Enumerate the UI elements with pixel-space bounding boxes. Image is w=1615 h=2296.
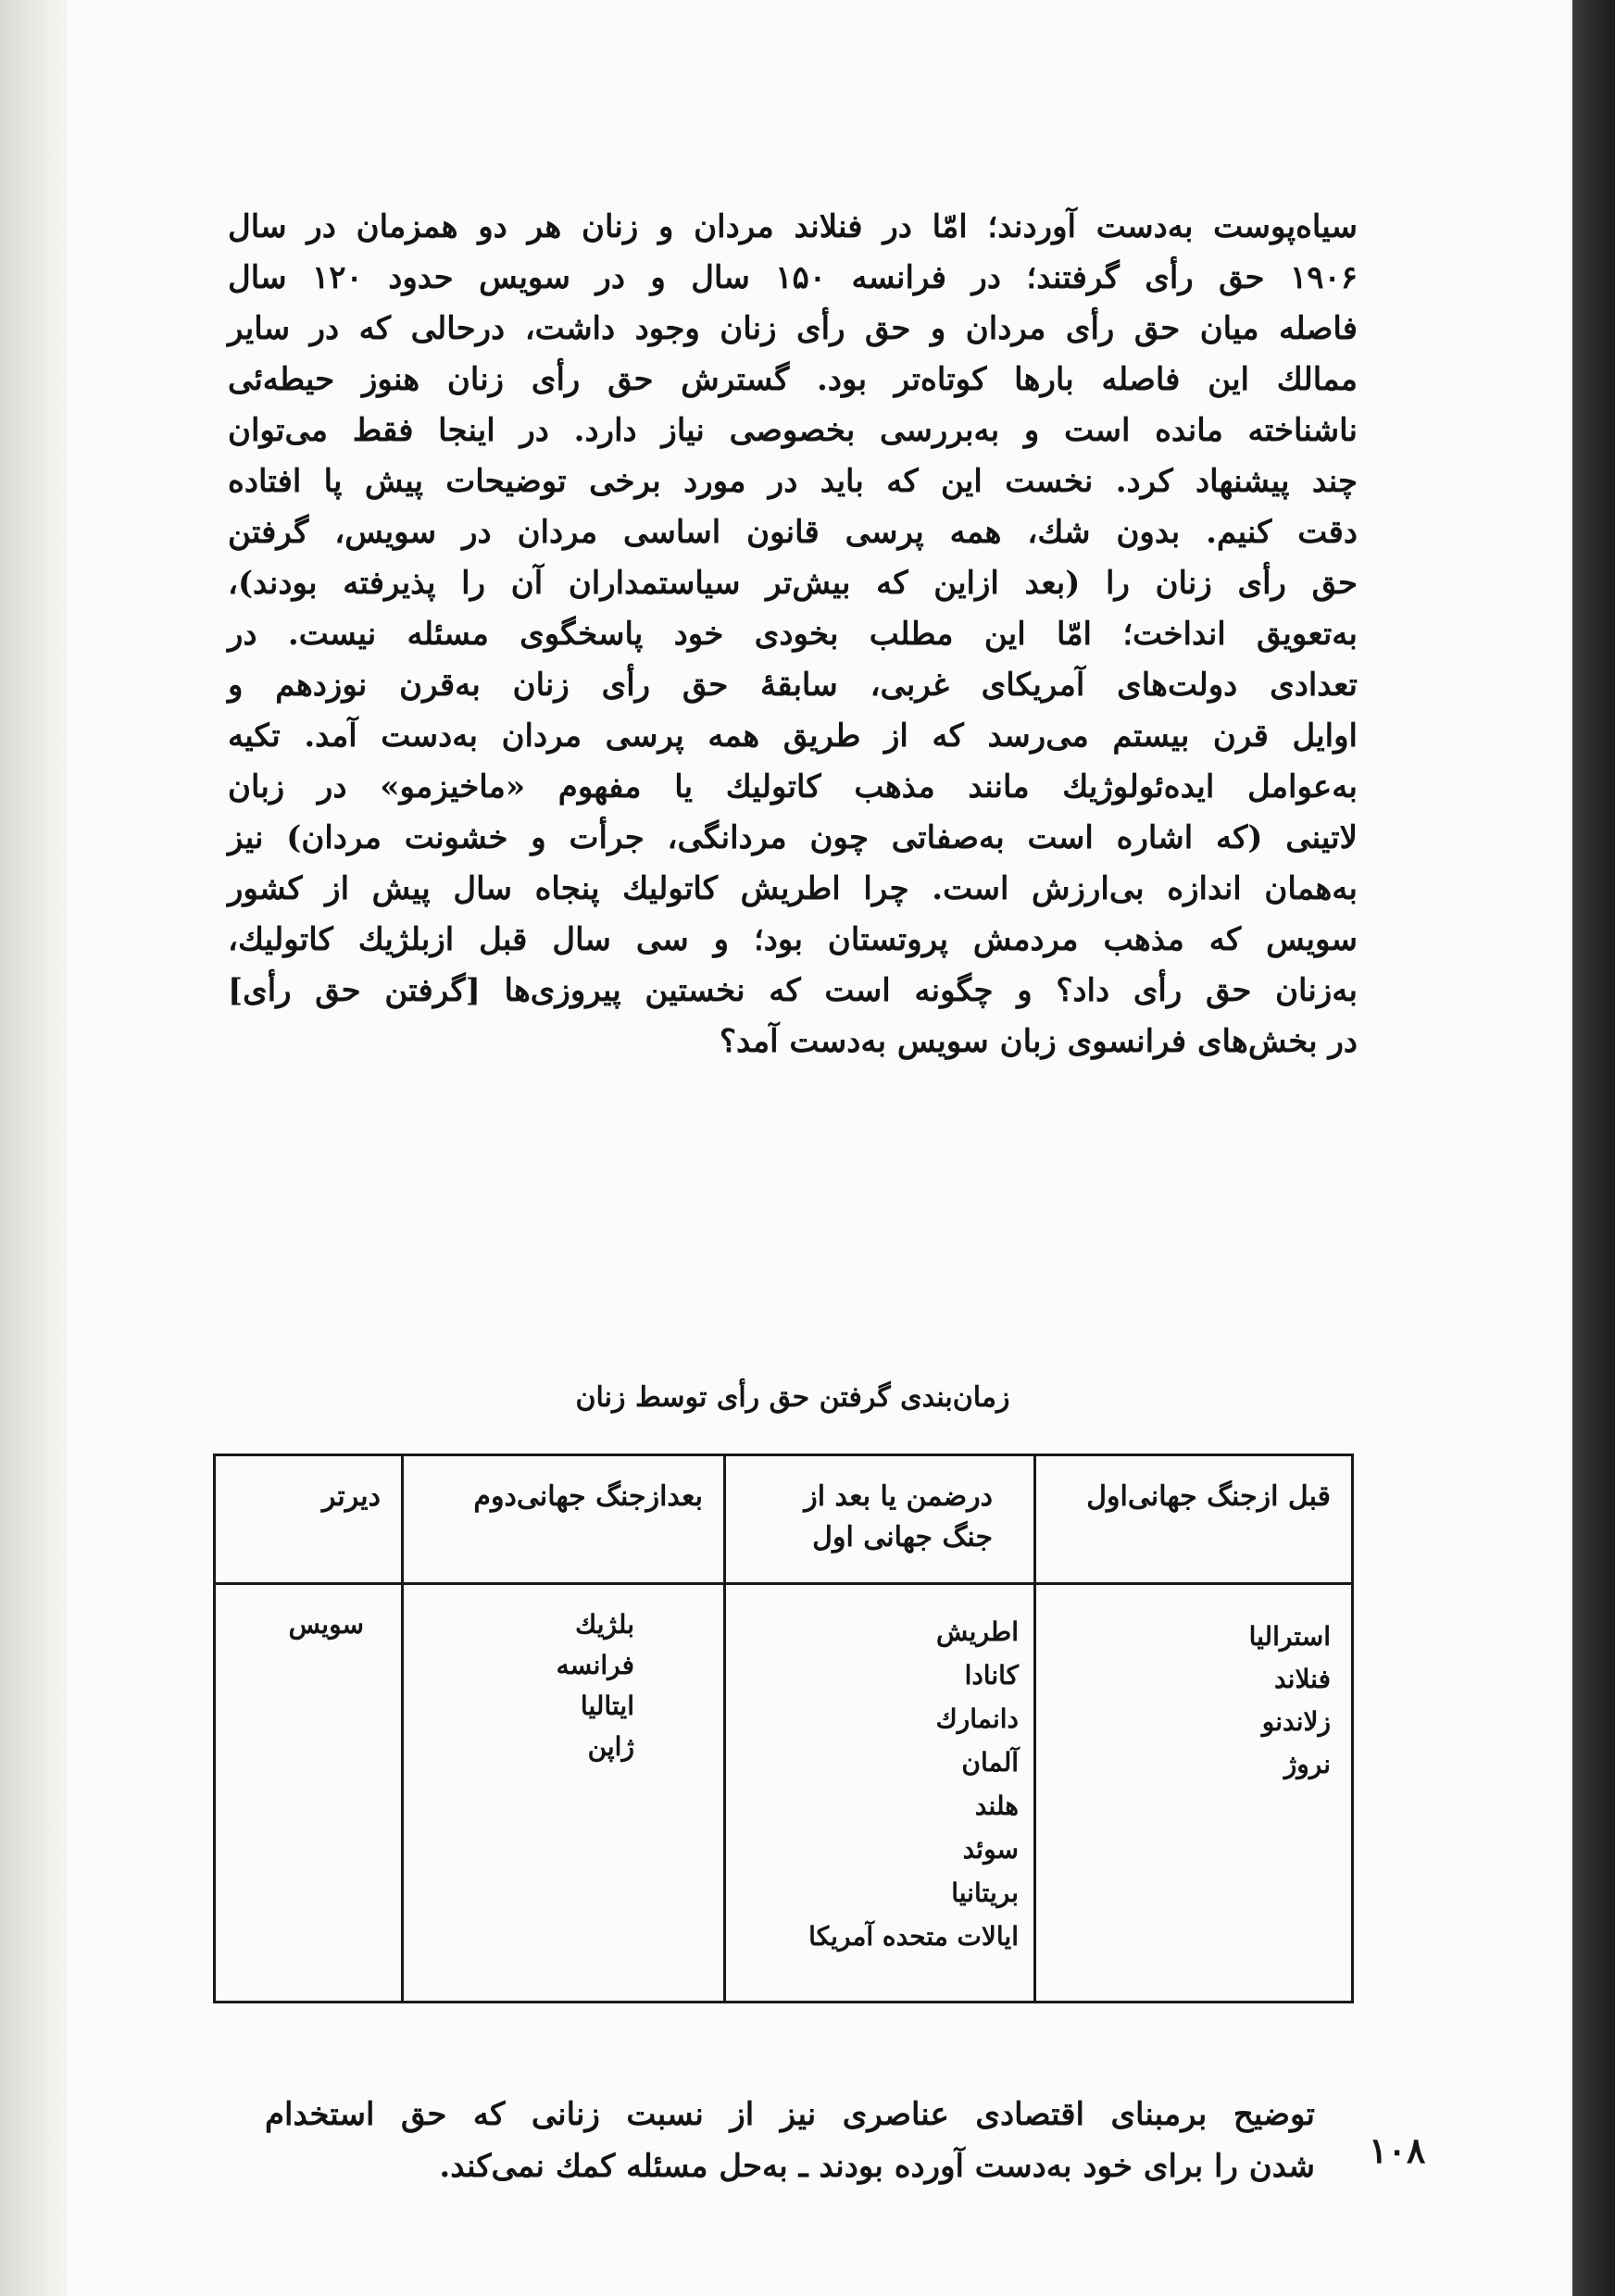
country-cell: دانمارك [935, 1703, 1019, 1734]
text-line: چند پیشنهاد کرد. نخست این که باید در مورد برخی توضیحات پیش پا افتاده [228, 463, 1358, 500]
text-line: در بخش‌های فرانسوی زبان سویس به‌دست آمد؟ [720, 1023, 1358, 1060]
scan-left-margin [0, 0, 67, 2296]
country-cell: زلاندنو [1261, 1706, 1331, 1737]
country-list [1042, 1616, 1331, 1786]
country-cell: استرالیا [1248, 1621, 1331, 1652]
column-header: قبل ازجنگ جهانی‌اول [1086, 1480, 1331, 1513]
text-line: به‌همان اندازه بی‌ارزش است. چرا اطریش کاتولیك پنجاه سال پیش از کشور [228, 870, 1358, 907]
country-cell: فرانسه [556, 1650, 634, 1680]
country-cell: نروژ [1283, 1749, 1331, 1779]
suffrage-timeline-table [213, 1454, 1354, 2003]
country-cell: هلند [974, 1791, 1019, 1821]
text-line: به‌زنان حق رأی داد؟ و چگونه است که نخستین پیروزی‌ها [گرفتن حق رأی] [228, 972, 1358, 1009]
column-header: بعدازجنگ جهانی‌دوم [473, 1480, 703, 1513]
scan-right-margin [1572, 0, 1615, 2296]
country-cell: فنلاند [1273, 1664, 1331, 1694]
country-cell: سوئد [962, 1834, 1019, 1865]
table-column-during-ww1 [726, 1456, 1036, 2001]
page-number: ۱۰۸ [1369, 2129, 1426, 2171]
country-cell: اطریش [935, 1616, 1019, 1647]
text-line: ناشناخته مانده است و به‌بررسی بخصوصی نیاز دارد. در اینجا فقط می‌توان [228, 412, 1358, 449]
country-cell: بریتانیا [951, 1878, 1019, 1908]
closing-paragraph [265, 2089, 1315, 2192]
text-line: ۱۹۰۶ حق رأی گرفتند؛ در فرانسه ۱۵۰ سال و در سویس حدود ۱۲۰ سال [228, 259, 1358, 296]
text-line: لاتینی (که اشاره است به‌صفاتی چون مردانگی، جرأت و خشونت مردان) نیز [228, 819, 1358, 856]
text-line: سویس که مذهب مردمش پروتستان بود؛ و سی سال قبل ازبلژیك کاتولیك، [228, 921, 1358, 958]
table-column-after-ww2 [404, 1456, 726, 2001]
body-paragraph [228, 202, 1358, 1067]
text-line: توضیح برمبنای اقتصادی عناصری نیز از نسبت زنانی که حق استخدام [265, 2096, 1315, 2133]
column-header: دیرتر [321, 1480, 381, 1513]
text-line: سیاه‌پوست به‌دست آوردند؛ امّا در فنلاند مردان و زنان هر دو همزمان در سال [228, 208, 1358, 245]
table-title: زمان‌بندی گرفتن حق رأی توسط زنان [575, 1381, 1010, 1414]
country-cell: بلژیك [575, 1609, 634, 1640]
text-line: به‌تعویق انداخت؛ امّا این مطلب بخودی خود پاسخگوی مسئله نیست. در [228, 616, 1358, 653]
country-list [409, 1604, 634, 1767]
text-line: اوایل قرن بیستم می‌رسد که از طریق همه پرسی مردان به‌دست آمد. تکیه [228, 718, 1358, 755]
country-cell: سویس [288, 1609, 364, 1640]
country-cell: ژاپن [587, 1731, 634, 1762]
country-cell: ایتالیا [580, 1691, 634, 1721]
country-cell: آلمان [961, 1747, 1019, 1778]
text-line: شدن را برای خود به‌دست آورده بودند ـ به‌حل مسئله کمك نمی‌کند. [439, 2148, 1315, 2185]
text-line: ممالك این فاصله بارها کوتاه‌تر بود. گسترش حق رأی زنان هنوز حیطه‌ئی [228, 361, 1358, 398]
text-line: دقت کنیم. بدون شك، همه پرسی قانون اساسی مردان در سویس، گرفتن [228, 514, 1358, 551]
country-list [221, 1604, 364, 1645]
country-cell: کانادا [964, 1660, 1019, 1691]
table-column-before-ww1 [1036, 1456, 1351, 2001]
column-header: درضمن یا بعد از جنگ جهانی اول [804, 1480, 993, 1554]
text-line: فاصله میان حق رأی مردان و حق رأی زنان وجود داشت، درحالی که در سایر [228, 310, 1358, 347]
text-line: تعدادی دولت‌های آمریکای غربی، سابقهٔ حق رأی زنان به‌قرن نوزدهم و [228, 667, 1358, 704]
country-list [732, 1610, 1019, 1958]
table-column-later [216, 1456, 404, 2001]
text-line: به‌عوامل ایده‌ئولوژیك مانند مذهب کاتولیك یا مفهوم «ماخیزمو» در زبان [228, 768, 1358, 805]
country-cell: ایالات متحده آمریکا [808, 1921, 1019, 1952]
text-line: حق رأی زنان را (بعد ازاین که بیش‌تر سیاستمداران آن را پذیرفته بودند)، [228, 565, 1358, 602]
